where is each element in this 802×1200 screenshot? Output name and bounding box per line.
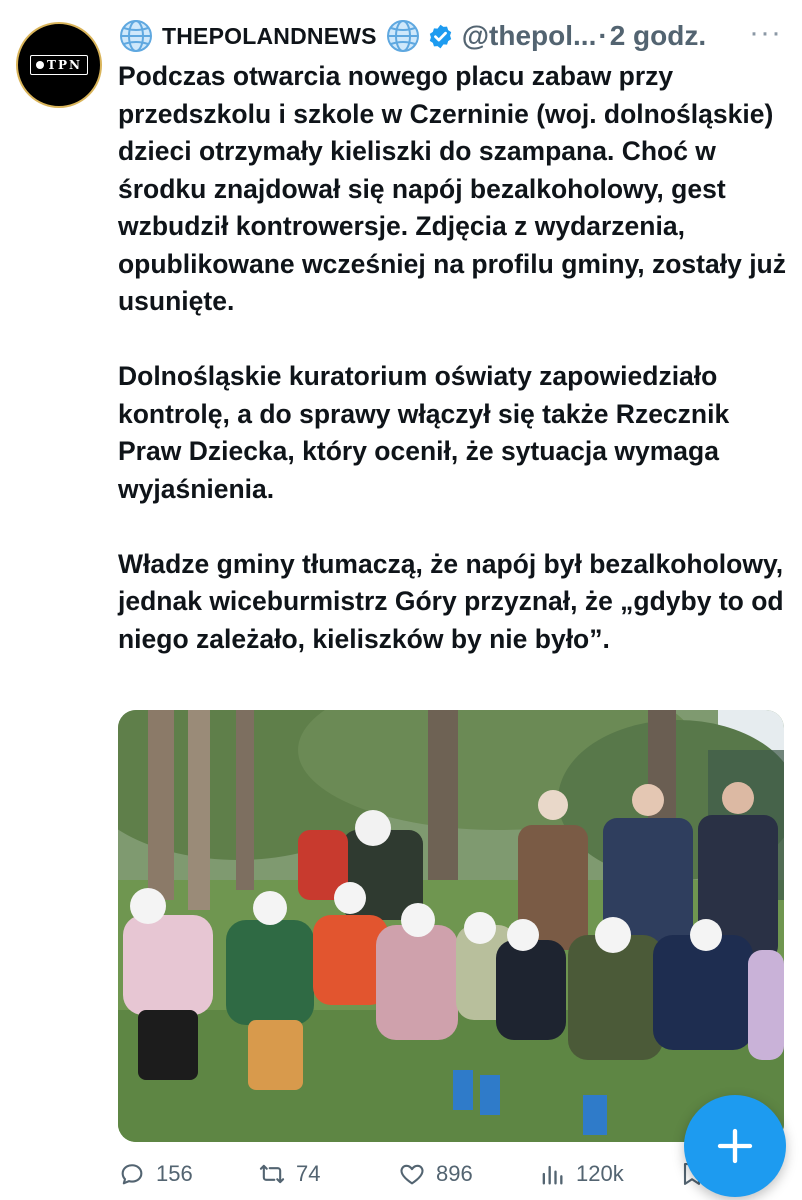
photo-illustration xyxy=(118,710,784,1142)
tweet-text xyxy=(118,58,798,658)
more-options-icon[interactable]: ··· xyxy=(749,16,782,49)
display-name[interactable]: THEPOLANDNEWS xyxy=(162,22,377,49)
avatar[interactable] xyxy=(16,22,102,108)
handle[interactable]: @thepol... xyxy=(461,20,597,51)
reply-count: 156 xyxy=(156,1161,193,1186)
action-bar xyxy=(118,1152,778,1196)
avatar-text: TPN xyxy=(47,58,82,72)
views-count: 120k xyxy=(576,1161,624,1186)
tweet-paragraph: Dolnośląskie kuratorium oświaty zapowiedziało kontrolę, a do sprawy włączył się także Rzecznik Praw Dziecka, który ocenił, że sytuacja wymaga wyjaśnienia. xyxy=(118,361,730,504)
repost-count: 74 xyxy=(296,1161,321,1186)
like-icon xyxy=(398,1160,426,1188)
avatar-dot-icon xyxy=(36,61,44,69)
reply-button[interactable] xyxy=(118,1160,193,1188)
views-button[interactable] xyxy=(538,1160,624,1188)
tweet-paragraph: Podczas otwarcia nowego placu zabaw przy przedszkolu i szkole w Czerninie (woj. dolnośląskie) dzieci otrzymały kieliszki do szampana. Choć w środku znajdował się napój bezalkoholowy, gest wzbudził kontrowersje. Zdjęcia z wydarzenia, opublikowane wcześniej na profilu gminy, zostały już usunięte. xyxy=(118,61,786,316)
tweet-photo[interactable] xyxy=(118,710,784,1142)
globe-icon xyxy=(385,18,421,54)
tweet-header xyxy=(118,14,782,58)
like-button[interactable] xyxy=(398,1160,473,1188)
views-icon xyxy=(538,1160,566,1188)
compose-button[interactable] xyxy=(684,1095,786,1197)
like-count: 896 xyxy=(436,1161,473,1186)
tweet-paragraph: Władze gminy tłumaczą, że napój był bezalkoholowy, jednak wiceburmistrz Góry przyznał, że „gdyby to od niego zależało, kieliszków by nie było”. xyxy=(118,548,784,654)
repost-icon xyxy=(258,1160,286,1188)
timestamp[interactable]: 2 godz. xyxy=(609,20,707,51)
reply-icon xyxy=(118,1160,146,1188)
avatar-logo xyxy=(30,55,88,75)
globe-icon xyxy=(118,18,154,54)
plus-icon xyxy=(715,1126,755,1166)
repost-button[interactable] xyxy=(258,1160,320,1188)
verified-badge-icon xyxy=(427,23,454,50)
separator: · xyxy=(598,20,608,51)
